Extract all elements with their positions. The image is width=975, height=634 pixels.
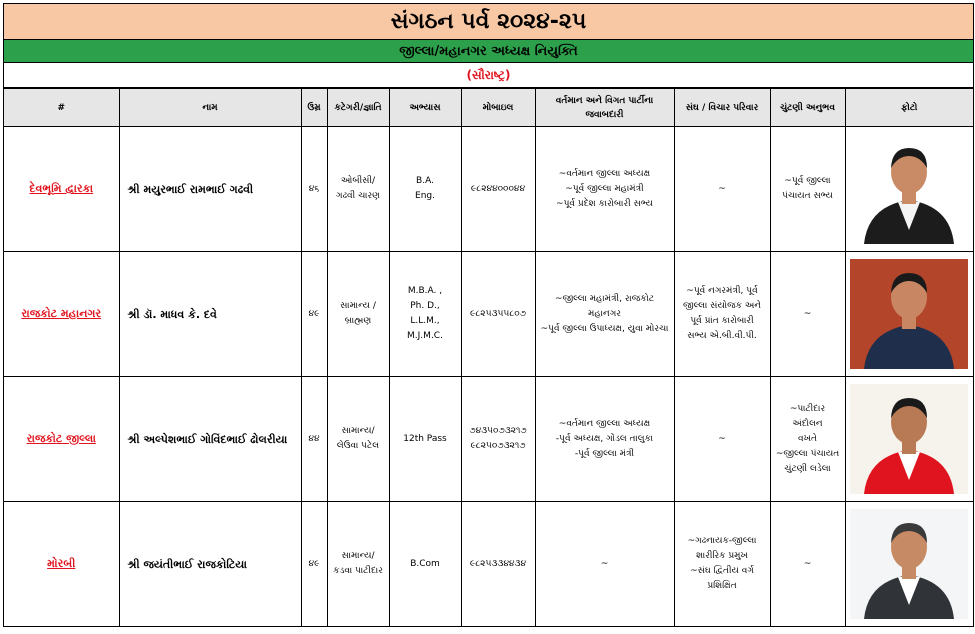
election-cell-line: ~પાટીદાર અંદોલન (789, 403, 826, 429)
election-cell (770, 127, 845, 252)
appointments-table (4, 88, 973, 626)
sangh-cell (674, 127, 770, 252)
district-link[interactable]: દેવભૂમિ દ્વારકા (29, 181, 94, 195)
person-photo (850, 134, 968, 244)
party-role-cell-line: -પૂર્વ અધ્યક્ષ, ગોંડલ તાલુકા (555, 433, 654, 444)
election-cell (770, 502, 845, 627)
category-cell-line: સામાન્ય/ (341, 426, 375, 436)
party-role-cell-line: ~ (600, 558, 609, 569)
mobile-cell-line: ૯૮૨૫૩૫૫૮૦૭ (470, 308, 526, 319)
election-cell (770, 252, 845, 377)
party-role-cell (535, 377, 674, 502)
district-cell (4, 252, 119, 377)
person-photo (850, 259, 968, 369)
category-cell-line: ગઢવી ચારણ (336, 191, 380, 201)
sangh-cell-line: પ્રશિક્ષિત (707, 581, 737, 591)
category-cell (327, 377, 389, 502)
mobile-cell-line: ૯૮૨૫૩૩૪૪૩૪ (469, 558, 527, 569)
mobile-cell-line: ૯૮૨૪૪૦૦૦૪૪ (470, 183, 526, 194)
education-cell-line: M.J.M.C. (407, 331, 443, 341)
sheet-subtitle: જીલ્લા/મહાનગર અધ્યક્ષ નિયુક્તિ (4, 40, 973, 63)
education-cell-line: 12th Pass (403, 433, 447, 444)
education-cell (389, 252, 461, 377)
education-cell-line: M.B.A. , (407, 286, 443, 296)
sangh-cell-line: જીલ્લા સંયોજક અને (682, 301, 762, 311)
district-link[interactable]: રાજકોટ જીલ્લા (26, 431, 96, 445)
sangh-cell-line: ~ (718, 433, 726, 444)
column-header: મોબાઇલ (461, 89, 535, 127)
sangh-cell-line: ~સંઘ દ્વિતીય વર્ગ (690, 566, 754, 576)
sangh-cell-line: સભ્ય એ.બી.વી.પી. (687, 331, 757, 341)
name-cell: શ્રી મયુરભાઈ રામભાઈ ગઢવી (119, 127, 301, 252)
region-label: (સૌરાષ્ટ્ર) (4, 63, 973, 88)
election-cell-line: ચુંટણી લડેલા (784, 463, 831, 474)
party-role-cell-line: ~પૂર્વ જીલ્લા ઉપાધ્યક્ષ, યુવા મોરચા (540, 323, 669, 334)
column-header: નામ (119, 89, 301, 127)
party-role-cell (535, 127, 674, 252)
name-cell: શ્રી ડૉ. માધવ કે. દવે (119, 252, 301, 377)
election-cell-line: પંચાયત સભ્ય (782, 191, 833, 201)
education-cell (389, 502, 461, 627)
name-cell: શ્રી જયંતીભાઈ રાજકોટિયા (119, 502, 301, 627)
column-header: ચુંટણી અનુભવ (770, 89, 845, 127)
sangh-cell-line: પૂર્વ પ્રાંત કારોબારી (690, 316, 754, 326)
mobile-cell (461, 127, 535, 252)
mobile-cell-line: ૯૮૨૫૦૭૩૨૧૭ (470, 441, 526, 451)
category-cell-line: સામાન્ય / (340, 301, 376, 311)
category-cell-line: કડવા પાટીદાર (333, 566, 383, 576)
table-header-row (4, 89, 973, 127)
photo-cell (845, 377, 973, 502)
column-header: વર્તમાન અને વિગત પાર્ટીના જવાબદારી (535, 89, 674, 127)
age-cell: ૪૯ (301, 502, 327, 627)
name-cell: શ્રી અલ્પેશભાઈ ગોવિંદભાઈ ઢોલરીયા (119, 377, 301, 502)
column-header: કટેગરી/જ્ઞાતિ (327, 89, 389, 127)
election-cell-line: ~જીલ્લા પંચાયત (775, 448, 840, 459)
election-cell (770, 377, 845, 502)
photo-cell (845, 252, 973, 377)
category-cell-line: બ્રાહ્મણ (344, 316, 372, 326)
party-role-cell-line: ~વર્તમાન જીલ્લા અધ્યક્ષ (558, 168, 651, 179)
age-cell: ૪૬ (301, 127, 327, 252)
party-role-cell-line: ~જીલ્લા મહામંત્રી, રાજકોટ મહાનગર (554, 293, 655, 319)
column-header: # (4, 89, 119, 127)
election-cell-line: ~ (803, 308, 812, 319)
sangh-cell (674, 252, 770, 377)
column-header: અભ્યાસ (389, 89, 461, 127)
table-row (4, 502, 973, 627)
district-link[interactable]: મોરબી (47, 556, 76, 570)
sheet-title: સંગઠન પર્વ ૨૦૨૪-૨૫ (4, 4, 973, 40)
party-role-cell-line: ~પૂર્વ જીલ્લા મહામંત્રી (565, 183, 644, 194)
mobile-cell-line: ૭૪૩૫૦૭૩૨૧૭ (469, 426, 527, 436)
age-cell: ૪૯ (301, 252, 327, 377)
sangh-cell-line: શારીરિક પ્રમુખ (696, 551, 748, 561)
party-role-cell-line: -પૂર્વ જીલ્લા મંત્રી (574, 448, 635, 459)
education-cell-line: B.Com (410, 558, 440, 569)
person-photo (850, 509, 968, 619)
category-cell-line: ઓબીસી/ (340, 176, 376, 186)
sangh-cell-line: ~ (718, 183, 726, 194)
education-cell-line: L.L.M., (410, 316, 440, 326)
category-cell (327, 502, 389, 627)
district-cell (4, 127, 119, 252)
education-cell (389, 377, 461, 502)
table-row (4, 127, 973, 252)
party-role-cell (535, 252, 674, 377)
sangh-cell-line: ~પૂર્વ નગરમંત્રી, પૂર્વ (686, 286, 758, 296)
appointment-sheet (3, 3, 974, 627)
category-cell-line: લેઉવા પટેલ (336, 441, 380, 451)
election-cell-line: વખતે (798, 433, 817, 444)
district-cell (4, 502, 119, 627)
party-role-cell-line: ~વર્તમાન જીલ્લા અધ્યક્ષ (558, 418, 651, 429)
category-cell (327, 127, 389, 252)
category-cell-line: સામાન્ય/ (341, 551, 375, 561)
mobile-cell (461, 377, 535, 502)
party-role-cell (535, 502, 674, 627)
district-link[interactable]: રાજકોટ મહાનગર (21, 306, 102, 320)
photo-cell (845, 502, 973, 627)
education-cell-line: Eng. (415, 191, 435, 201)
district-cell (4, 377, 119, 502)
education-cell-line: Ph. D., (410, 301, 440, 311)
column-header: ફોટો (845, 89, 973, 127)
table-row (4, 252, 973, 377)
election-cell-line: ~ (803, 558, 812, 569)
age-cell: ૪૪ (301, 377, 327, 502)
education-cell-line: B.A. (416, 176, 434, 186)
table-row (4, 377, 973, 502)
column-header: સંઘ / વિચાર પરિવાર (674, 89, 770, 127)
sangh-cell (674, 502, 770, 627)
photo-cell (845, 127, 973, 252)
sangh-cell-line: ~ગઢનાયક-જીલ્લા (687, 536, 757, 546)
mobile-cell (461, 252, 535, 377)
table-body (4, 127, 973, 627)
column-header: ઉમ્ર (301, 89, 327, 127)
election-cell-line: ~પૂર્વ જીલ્લા (784, 176, 831, 186)
sangh-cell (674, 377, 770, 502)
education-cell (389, 127, 461, 252)
party-role-cell-line: ~પૂર્વ પ્રદેશ કારોબારી સભ્ય (556, 198, 653, 209)
mobile-cell (461, 502, 535, 627)
person-photo (850, 384, 968, 494)
category-cell (327, 252, 389, 377)
